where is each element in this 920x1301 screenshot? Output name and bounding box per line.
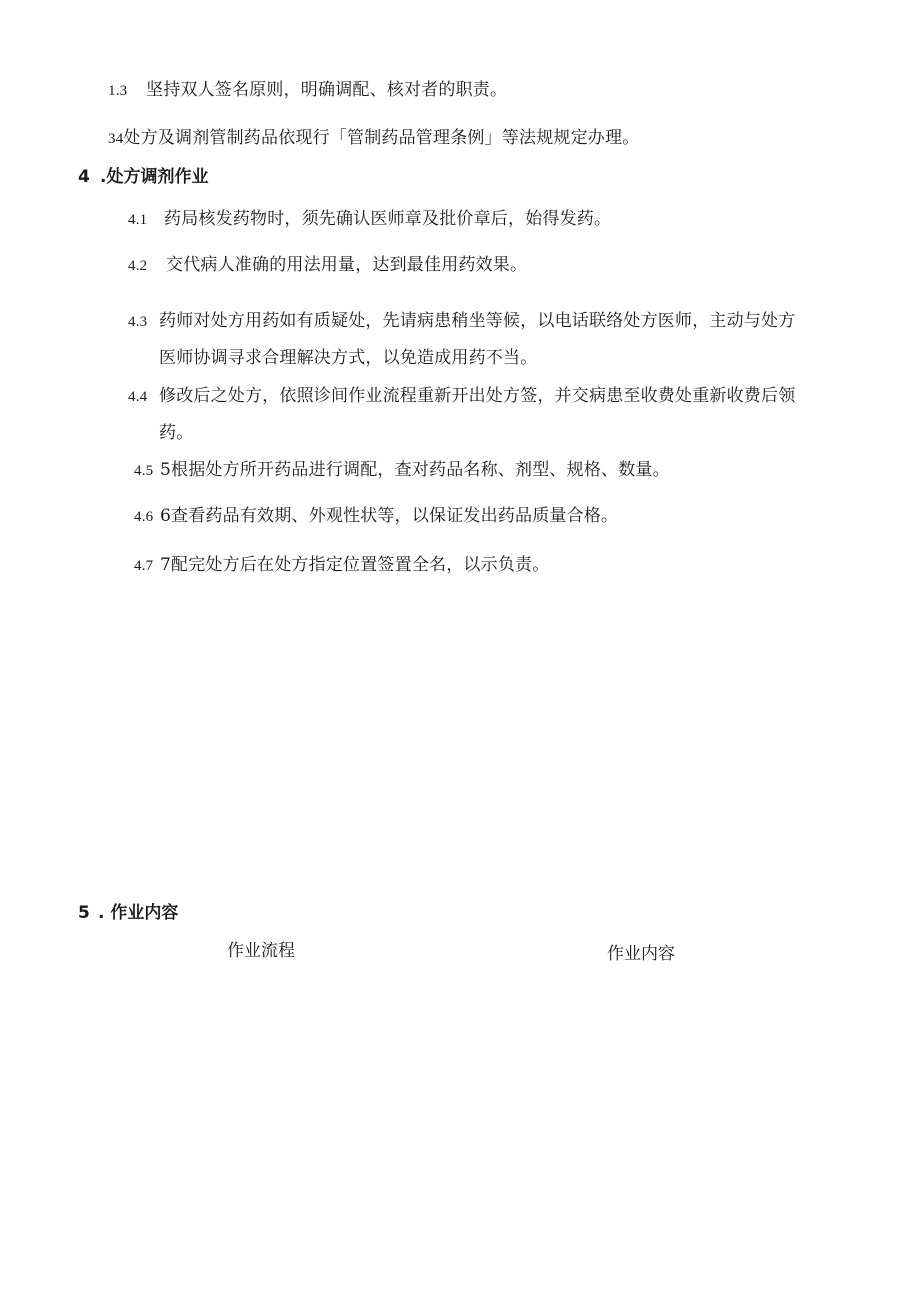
item-number: 4.2: [128, 258, 148, 274]
item-1-3: [108, 79, 507, 102]
item-4-2: [128, 254, 527, 277]
item-text: 修改后之处方，依照诊间作业流程重新开出处方签，并交病患至收费处重新收费后领: [159, 386, 796, 406]
item-text: 6查看药品有效期、外观性状等，以保证发出药品质量合格。: [160, 506, 619, 526]
item-4-3-continued: [159, 347, 537, 369]
item-4-4-continued: [159, 422, 193, 444]
section-4-heading: [78, 166, 208, 188]
item-number: 1.3: [108, 83, 128, 99]
item-4-6: [134, 505, 618, 528]
item-4-1: [128, 208, 611, 231]
item-text: 药师对处方用药如有质疑处，先请病患稍坐等候，以电话联络处方医师，主动与处方: [159, 311, 796, 331]
item-number: 4.5: [134, 463, 154, 479]
item-number: 4.7: [134, 558, 154, 574]
item-number: 4.4: [128, 389, 148, 405]
item-text: 处方及调剂管制药品依现行「管制药品管理条例」等法规规定办理。: [123, 128, 640, 148]
section-number: 5: [78, 903, 90, 923]
column-header-flow: 作业流程: [227, 941, 295, 961]
item-number: 4.1: [128, 212, 148, 228]
item-text: 坚持双人签名原则，明确调配、核对者的职责。: [146, 80, 508, 100]
item-text: 交代病人准确的用法用量，达到最佳用药效果。: [166, 255, 528, 275]
section-title: .处方调剂作业: [100, 167, 209, 187]
item-text: 5根据处方所开药品进行调配，查对药品名称、剂型、规格、数量。: [160, 460, 670, 480]
item-text: 药局核发药物时，须先确认医师章及批价章后，始得发药。: [164, 209, 612, 229]
item-4-5: [134, 459, 670, 482]
item-text-continued: 药。: [159, 423, 194, 443]
item-number: 34: [108, 131, 124, 147]
section-number: 4: [78, 167, 90, 187]
item-4-3: [128, 310, 795, 333]
section-title: . 作业内容: [98, 903, 179, 923]
item-4-7: [134, 554, 549, 577]
item-number: 4.6: [134, 509, 154, 525]
item-text-continued: 医师协调寻求合理解决方式，以免造成用药不当。: [159, 348, 538, 368]
column-header-content: 作业内容: [607, 944, 675, 964]
section-5-heading: [78, 902, 178, 924]
item-text: 7配完处方后在处方指定位置签置全名，以示负责。: [160, 555, 550, 575]
item-34: [108, 127, 639, 150]
item-number: 4.3: [128, 314, 148, 330]
item-4-4: [128, 385, 795, 408]
